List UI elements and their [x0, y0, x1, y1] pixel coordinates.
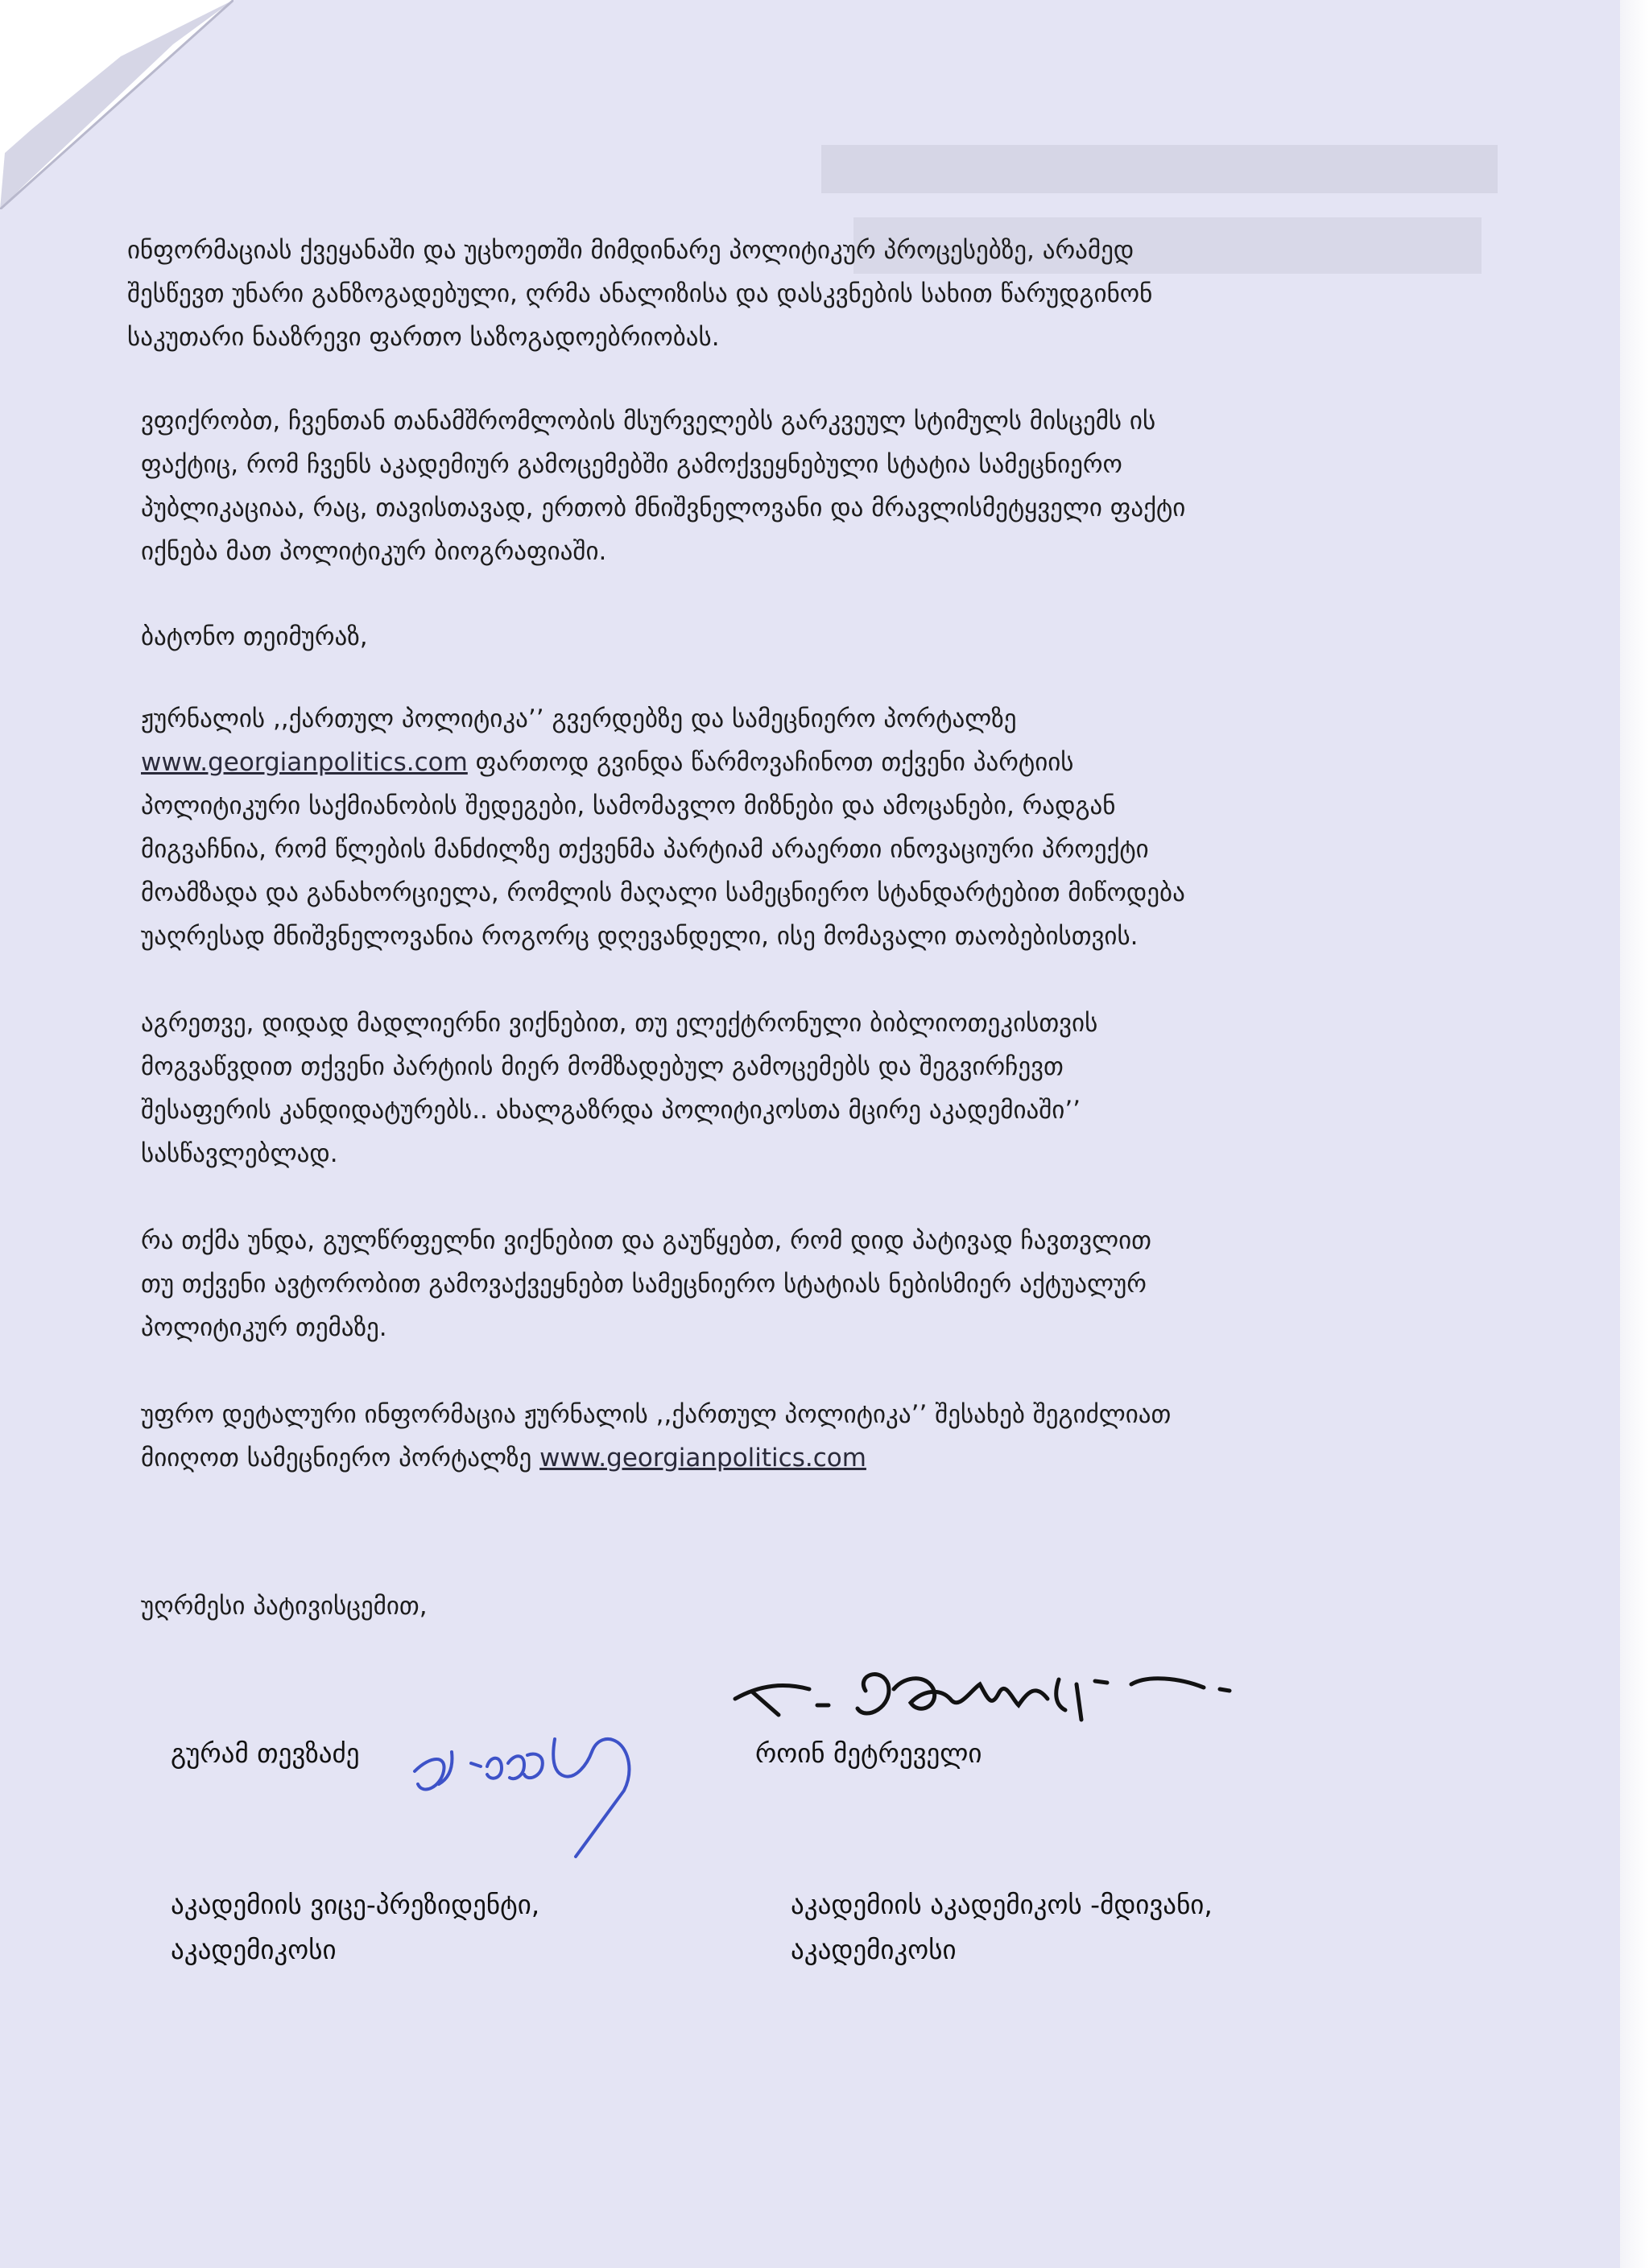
signature-right: [729, 1642, 1252, 1739]
signatory-right-title: აკადემიის აკადემიკოს -მდივანი, აკადემიკოსი: [791, 1889, 1213, 1965]
signature-left: [407, 1707, 664, 1868]
folded-corner: [0, 0, 234, 209]
portal-link-2[interactable]: www.georgianpolitics.com: [539, 1444, 866, 1473]
signatory-left-title: აკადემიის ვიცე-პრეზიდენტი, აკადემიკოსი: [171, 1889, 540, 1965]
paragraph-3-body: ფართოდ გვინდა წარმოვაჩინოთ თქვენი პარტიის პოლიტიკური საქმიანობის შედეგები, სამომავლო მიზნები და ამოცანები, რადგან მიგვაჩნია, რომ წლების მანძილზე თქვენმა პარტიამ არაერთი ინოვაციური პროექტი მოამზადა და განახორციელა, რომლის მაღალი სამეცნიერო სტანდარტებით მიწოდება უაღრესად მნიშვნელოვანია როგორც დღევანდელი, ისე მომავალი თაობებისთვის.: [141, 748, 1185, 951]
salutation: ბატონო თეიმურაზ,: [141, 622, 368, 651]
signatory-left-name: გურამ თევზაძე: [171, 1737, 360, 1769]
body-paragraph-2: ვფიქრობთ, ჩვენთან თანამშრომლობის მსურველებს გარკვეულ სტიმულს მისცემს ის ფაქტიც, რომ ჩვენს აკადემიურ გამოცემებში გამოქვეყნებული სტატია სამეცნიერო პუბლიკაციაა, რაც, თავისთავად, ერთობ მნიშვნელოვანი და მრავლისმეტყველი ფაქტი იქნება მათ პოლიტიკურ ბიოგრაფიაში.: [141, 407, 1186, 566]
signatory-right-name: როინ მეტრეველი: [755, 1737, 982, 1769]
body-paragraph-3: [141, 697, 1526, 958]
body-paragraph-4: აგრეთვე, დიდად მადლიერნი ვიქნებით, თუ ელექტრონული ბიბლიოთეკისთვის მოგვაწვდით თქვენი პარტიის მიერ მომზადებულ გამოცემებს და შეგვირჩევთ შესაფერის კანდიდატურებს.. ახალგაზრდა პოლიტიკოსთა მცირე აკადემიაში’’ სასწავლებლად.: [141, 1009, 1098, 1168]
paragraph-6-body: უფრო დეტალური ინფორმაცია ჟურნალის ,,ქართულ პოლიტიკა’’ შესახებ შეგიძლიათ მიიღოთ სამეცნიერო პორტალზე: [141, 1400, 1172, 1473]
portal-link[interactable]: www.georgianpolitics.com: [141, 748, 468, 777]
body-paragraph-5: რა თქმა უნდა, გულწრფელნი ვიქნებით და გაუწყებთ, რომ დიდ პატივად ჩავთვლით თუ თქვენი ავტორობით გამოვაქვეყნებთ სამეცნიერო სტატიას ნებისმიერ აქტუალურ პოლიტიკურ თემაზე.: [141, 1226, 1151, 1342]
closing: უღრმესი პატივისცემით,: [141, 1592, 428, 1621]
paragraph-3-intro: ჟურნალის ,,ქართულ პოლიტიკა’’ გვერდებზე და სამეცნიერო პორტალზე: [141, 704, 1017, 733]
scanner-margin: [1620, 0, 1649, 2268]
body-paragraph-6: [141, 1393, 1526, 1480]
body-paragraph-1: ინფორმაციას ქვეყანაში და უცხოეთში მიმდინარე პოლიტიკურ პროცესებზე, არამედ შესწევთ უნარი განზოგადებული, ღრმა ანალიზისა და დასკვნების სახით წარუდგინონ საკუთარი ნააზრევი ფართო საზოგადოებრიობას.: [127, 236, 1153, 352]
